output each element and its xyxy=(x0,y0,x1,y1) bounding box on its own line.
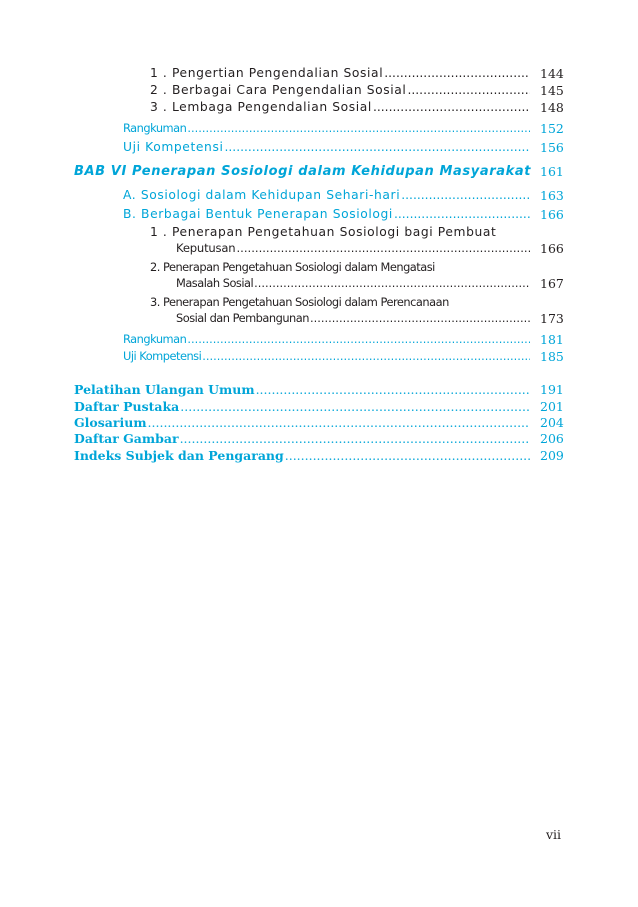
toc-entry-6-b-3-line2 xyxy=(176,310,530,327)
toc-back-glosarium[interactable] xyxy=(74,414,530,431)
toc-page-number: 185 xyxy=(540,349,564,364)
leader-dots xyxy=(394,206,530,223)
toc-entry-label: 2. Penerapan Pengetahuan Sosiologi dalam Mengatasi xyxy=(150,260,435,274)
leader-dots xyxy=(256,381,530,398)
toc-page-number: 145 xyxy=(540,83,564,98)
toc-back-indeks[interactable] xyxy=(74,447,530,464)
leader-dots xyxy=(310,310,530,327)
toc-entry-6-b-1-line1 xyxy=(150,224,530,241)
toc-entry-label: Rangkuman xyxy=(123,121,187,135)
toc-page-number: 166 xyxy=(540,241,564,256)
toc-entry-label: Masalah Sosial xyxy=(176,276,254,290)
leader-dots xyxy=(202,348,530,365)
toc-entry-label: Pelatihan Ulangan Umum xyxy=(74,382,255,397)
leader-dots xyxy=(254,275,530,292)
toc-entry-label: A. Sosiologi dalam Kehidupan Sehari-hari xyxy=(123,188,401,202)
toc-entry-6-b-2-line1 xyxy=(150,259,530,276)
leader-dots xyxy=(187,331,530,348)
toc-entry-label: 2 . Berbagai Cara Pengendalian Sosial xyxy=(150,83,407,97)
toc-page-number: 181 xyxy=(540,332,564,347)
leader-dots xyxy=(384,65,530,82)
toc-page-number: 152 xyxy=(540,121,564,136)
toc-back-daftar-pustaka[interactable] xyxy=(74,398,530,415)
toc-entry-6-b-3-line1 xyxy=(150,294,530,311)
leader-dots xyxy=(236,240,530,257)
toc-entry-5-c-2 xyxy=(150,82,530,99)
leader-dots xyxy=(401,187,530,204)
toc-entry-label: Uji Kompetensi xyxy=(123,349,202,363)
toc-page-number: 173 xyxy=(540,311,564,326)
toc-entry-6-b-2-line2 xyxy=(176,275,530,292)
toc-page-number: 209 xyxy=(540,448,564,463)
toc-entry-5-rangkuman[interactable] xyxy=(123,120,530,137)
toc-entry-label: Glosarium xyxy=(74,415,147,430)
leader-dots xyxy=(187,120,530,137)
toc-entry-label: 3 . Lembaga Pengendalian Sosial xyxy=(150,100,372,114)
toc-page-number: 166 xyxy=(540,207,564,222)
toc-page-number: 156 xyxy=(540,140,564,155)
toc-entry-label: Uji Kompetensi xyxy=(123,140,224,154)
leader-dots xyxy=(285,447,530,464)
toc-entry-label: B. Berbagai Bentuk Penerapan Sosiologi xyxy=(123,207,393,221)
toc-entry-label: Sosial dan Pembangunan xyxy=(176,311,309,325)
toc-page-number: 201 xyxy=(540,399,564,414)
toc-entry-6-uji-kompetensi[interactable] xyxy=(123,348,530,365)
toc-entry-label: Daftar Gambar xyxy=(74,431,179,446)
toc-entry-label: 1 . Penerapan Pengetahuan Sosiologi bagi Pembuat xyxy=(150,225,497,239)
toc-page-number: 204 xyxy=(540,415,564,430)
toc-entry-label: Rangkuman xyxy=(123,332,187,346)
toc-entry-5-c-1 xyxy=(150,65,530,82)
page-folio: vii xyxy=(546,827,562,842)
toc-page-number: 191 xyxy=(540,382,564,397)
toc-entry-label: Daftar Pustaka xyxy=(74,399,180,414)
toc-back-daftar-gambar[interactable] xyxy=(74,430,530,447)
leader-dots xyxy=(224,139,530,156)
leader-dots xyxy=(180,430,530,447)
leader-dots xyxy=(180,398,530,415)
toc-back-pelatihan[interactable] xyxy=(74,381,530,398)
toc-page-number: 206 xyxy=(540,431,564,446)
toc-entry-6-b-1-line2 xyxy=(176,240,530,257)
toc-chapter-6-heading[interactable] xyxy=(74,163,534,180)
leader-dots xyxy=(373,99,530,116)
toc-entry-label: Keputusan xyxy=(176,241,236,255)
leader-dots xyxy=(407,82,530,99)
toc-entry-6-a[interactable] xyxy=(123,187,530,204)
toc-entry-label: 3. Penerapan Pengetahuan Sosiologi dalam Perencanaan xyxy=(150,295,449,309)
toc-entry-6-b[interactable] xyxy=(123,206,530,223)
toc-page-number: 163 xyxy=(540,188,564,203)
toc-entry-label: BAB VI Penerapan Sosiologi dalam Kehidupan Masyarakat xyxy=(74,164,532,179)
toc-page-number: 167 xyxy=(540,276,564,291)
leader-dots xyxy=(148,414,530,431)
toc-page-number: 144 xyxy=(540,66,564,81)
toc-entry-5-c-3 xyxy=(150,99,530,116)
toc-page-number: 148 xyxy=(540,100,564,115)
toc-entry-6-rangkuman[interactable] xyxy=(123,331,530,348)
toc-entry-label: 1 . Pengertian Pengendalian Sosial xyxy=(150,66,384,80)
toc-entry-5-uji-kompetensi[interactable] xyxy=(123,139,530,156)
toc-entry-label: Indeks Subjek dan Pengarang xyxy=(74,448,284,463)
toc-page-number: 161 xyxy=(540,164,564,179)
